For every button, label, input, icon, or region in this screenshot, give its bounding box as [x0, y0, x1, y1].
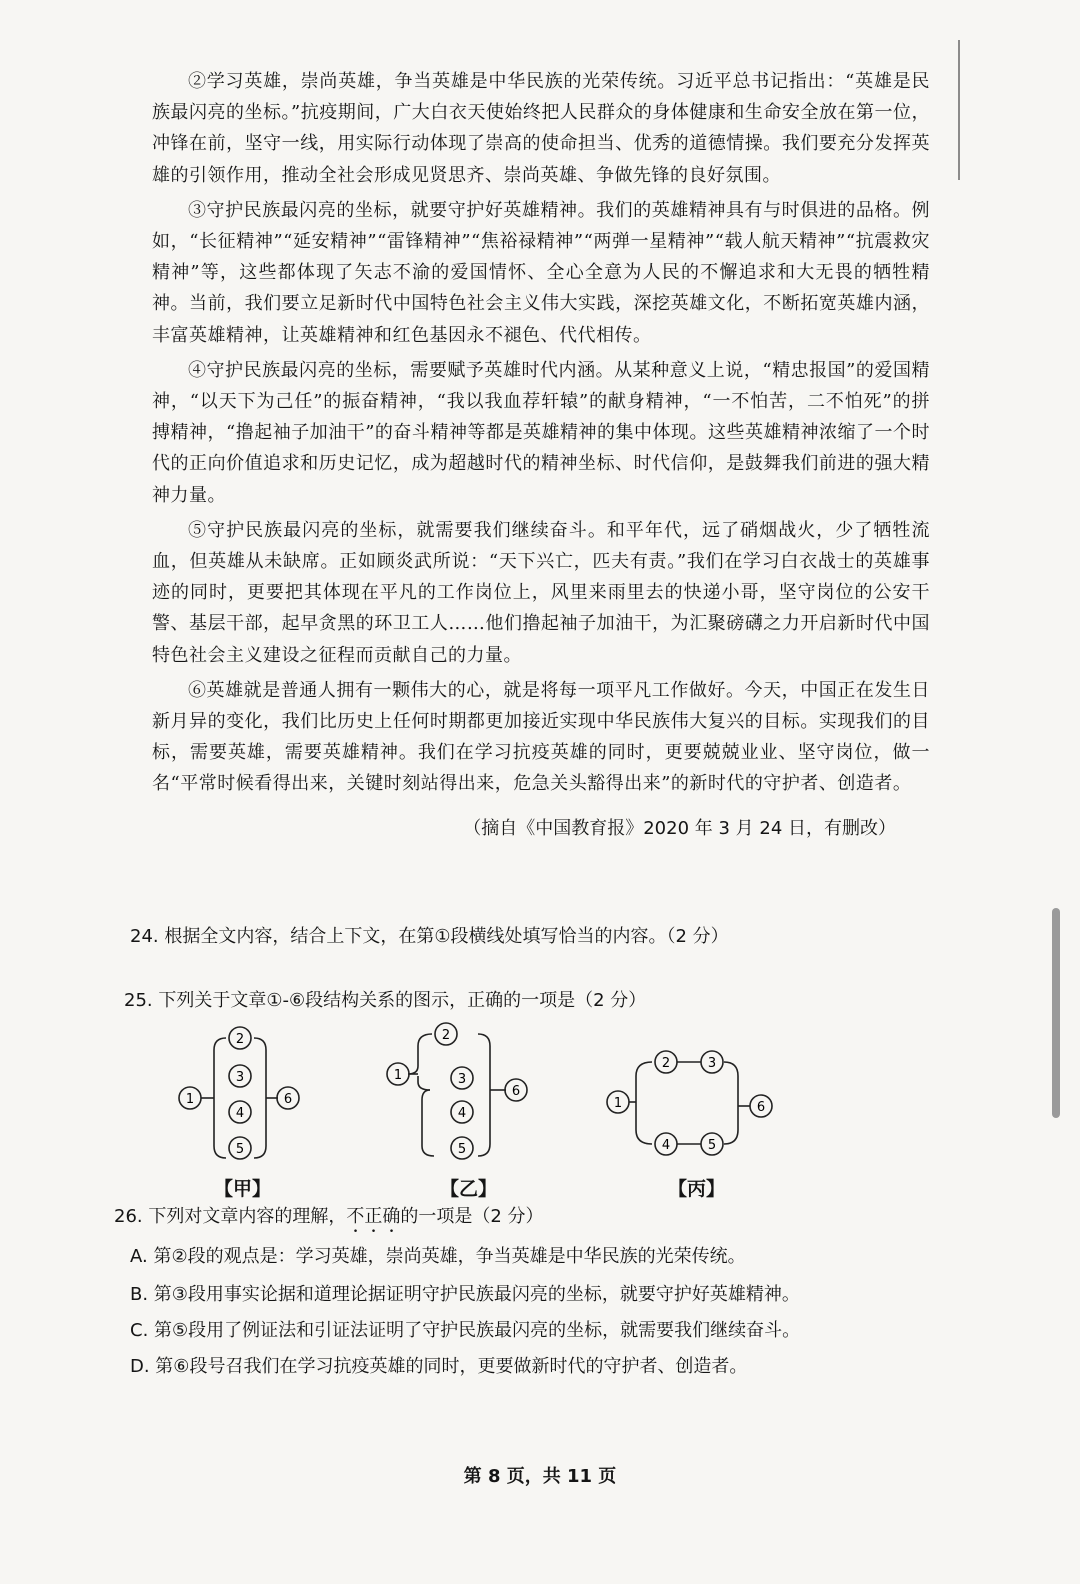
node-1: 1 [185, 1092, 195, 1107]
question-26-prefix: 26. 下列对文章内容的理解， [114, 1206, 347, 1227]
node-5: 5 [235, 1142, 245, 1157]
page-edge-line [958, 40, 960, 180]
scrollbar[interactable] [1052, 908, 1060, 1118]
node-5: 5 [457, 1142, 467, 1157]
node-3: 3 [235, 1070, 245, 1085]
diagram-bing [596, 1040, 786, 1170]
paragraph-5: ⑤守护民族最闪亮的坐标，就需要我们继续奋斗。和平年代，远了硝烟战火，少了牺牲流血，但英雄从未缺席。正如顾炎武所说：“天下兴亡，匹夫有责。”我们在学习白衣战士的英雄事迹的同时，更要把其体现在平凡的工作岗位上，风里来雨里去的快递小哥，坚守岗位的公安干警、基层干部，起早贪黑的环卫工人……他们撸起袖子加油干，为汇聚磅礴之力开启新时代中国特色社会主义建设之征程而贡献自己的力量。 [152, 519, 930, 666]
option-a: A. 第②段的观点是：学习英雄，崇尚英雄，争当英雄是中华民族的光荣传统。 [130, 1246, 746, 1267]
caption-jia: 【甲】 [214, 1178, 272, 1200]
node-4: 4 [457, 1106, 467, 1121]
option-d: D. 第⑥段号召我们在学习抗疫英雄的同时，更要做新时代的守护者、创造者。 [130, 1356, 748, 1377]
page-number: 第 8 页，共 11 页 [463, 1466, 617, 1487]
caption-yi: 【乙】 [440, 1178, 498, 1200]
node-2: 2 [661, 1056, 671, 1071]
node-3: 3 [707, 1056, 717, 1071]
option-b: B. 第③段用事实论据和道理论据证明守护民族最闪亮的坐标，就要守护好英雄精神。 [130, 1284, 800, 1305]
paragraph-6: ⑥英雄就是普通人拥有一颗伟大的心，就是将每一项平凡工作做好。今天，中国正在发生日新月异的变化，我们比历史上任何时期都更加接近实现中华民族伟大复兴的目标。实现我们的目标，需要英雄，需要英雄精神。我们在学习抗疫英雄的同时，更要兢兢业业、坚守岗位，做一名“平常时候看得出来，关键时刻站得出来，危急关头豁得出来”的新时代的守护者、创造者。 [152, 679, 930, 795]
node-3: 3 [457, 1072, 467, 1087]
paragraph-4: ④守护民族最闪亮的坐标，需要赋予英雄时代内涵。从某种意义上说，“精忠报国”的爱国精神，“以天下为己任”的振奋精神，“我以我血荐轩辕”的献身精神，“一不怕苦，二不怕死”的拼搏精神，“撸起袖子加油干”的奋斗精神等都是英雄精神的集中体现。这些英雄精神浓缩了一个时代的正向价值追求和历史记忆，成为超越时代的精神坐标、时代信仰，是鼓舞我们前进的强大精神力量。 [152, 359, 930, 506]
node-6: 6 [283, 1092, 293, 1107]
option-c: C. 第⑤段用了例证法和引证法证明了守护民族最闪亮的坐标，就需要我们继续奋斗。 [130, 1320, 801, 1341]
paragraph-3: ③守护民族最闪亮的坐标，就要守护好英雄精神。我们的英雄精神具有与时俱进的品格。例如，“长征精神”“延安精神”“雷锋精神”“焦裕禄精神”“两弹一星精神”“载人航天精神”“抗震救灾精神”等，这些都体现了矢志不渝的爱国情怀、全心全意为人民的不懈追求和大无畏的牺牲精神。当前，我们要立足新时代中国特色社会主义伟大实践，深挖英雄文化，不断拓宽英雄内涵，丰富英雄精神，让英雄精神和红色基因永不褪色、代代相传。 [152, 199, 930, 346]
node-4: 4 [235, 1106, 245, 1121]
question-24: 24. 根据全文内容，结合上下文，在第①段横线处填写恰当的内容。（2 分） [130, 926, 729, 947]
question-26-emphasis: 不正确 [346, 1206, 401, 1227]
caption-bing: 【丙】 [668, 1178, 726, 1200]
node-1: 1 [613, 1096, 623, 1111]
question-26-suffix: 的一项是（2 分） [400, 1206, 544, 1227]
diagram-yi [378, 1016, 538, 1168]
node-4: 4 [661, 1138, 671, 1153]
question-25: 25. 下列关于文章①-⑥段结构关系的图示，正确的一项是（2 分） [124, 990, 647, 1011]
node-6: 6 [756, 1100, 766, 1115]
article-source: （摘自《中国教育报》2020 年 3 月 24 日，有删改） [463, 817, 896, 839]
diagram-jia [170, 1020, 310, 1170]
node-1: 1 [393, 1068, 403, 1083]
question-26 [114, 1202, 544, 1237]
node-5: 5 [707, 1138, 717, 1153]
node-2: 2 [441, 1028, 451, 1043]
paragraph-2: ②学习英雄，崇尚英雄，争当英雄是中华民族的光荣传统。习近平总书记指出：“英雄是民族最闪亮的坐标。”抗疫期间，广大白衣天使始终把人民群众的身体健康和生命安全放在第一位，冲锋在前，坚守一线，用实际行动体现了崇高的使命担当、优秀的道德情操。我们要充分发挥英雄的引领作用，推动全社会形成见贤思齐、崇尚英雄、争做先锋的良好氛围。 [152, 71, 930, 186]
article-body [152, 66, 930, 840]
node-6: 6 [511, 1084, 521, 1099]
node-2: 2 [235, 1032, 245, 1047]
